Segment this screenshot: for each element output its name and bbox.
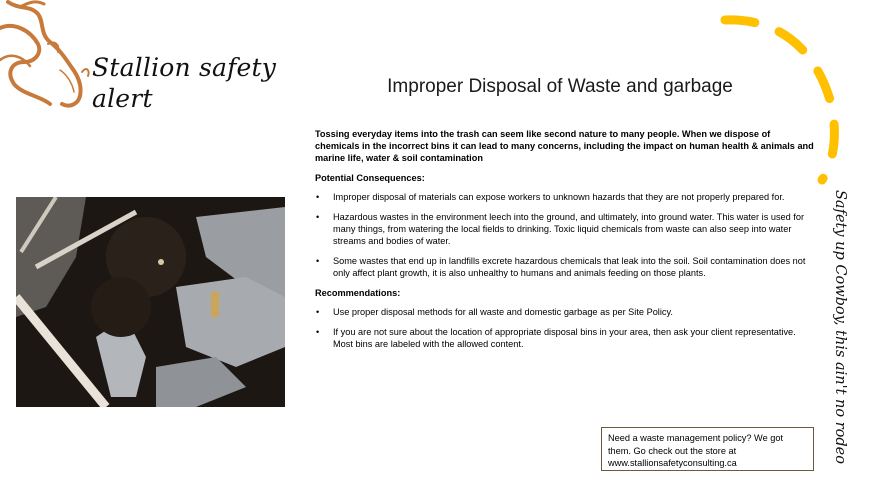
list-item [315, 211, 815, 247]
waste-photo-image [16, 197, 285, 407]
bullet-icon: • [316, 212, 320, 222]
recommendations-list [315, 306, 815, 350]
bullet-icon: • [316, 327, 320, 337]
list-item [315, 191, 815, 203]
list-item [315, 255, 815, 279]
consequences-heading: Potential Consequences: [315, 173, 425, 183]
list-item [315, 326, 815, 350]
list-item [315, 306, 815, 318]
promo-note-box [601, 427, 814, 471]
consequences-list [315, 191, 815, 279]
list-item-text: Hazardous wastes in the environment leech into the ground, and ultimately, into ground water. This water is used for many things, from watering the local fields to drinking. Toxic liquid chemicals from waste can also seep into water streams and bodies of water. [333, 212, 805, 246]
list-item-text: Improper disposal of materials can expose workers to unknown hazards that they are not properly prepared for. [333, 192, 785, 202]
vertical-tagline: Safety up Cowboy, this ain't no rodeo [832, 190, 848, 464]
bullet-icon: • [316, 256, 320, 266]
intro-paragraph: Tossing everyday items into the trash can seem like second nature to many people. When we dispose of chemicals in the incorrect bins it can lead to many concerns, including the impact on human health & animals and marine life, water & soil contamination [315, 129, 814, 163]
recommendations-heading: Recommendations: [315, 288, 401, 298]
note-line-1: Need a waste management policy? We got [608, 433, 784, 443]
list-item-text: Use proper disposal methods for all waste and domestic garbage as per Site Policy. [333, 307, 673, 317]
brand-line-1: Stallion safety [92, 53, 277, 82]
content-body [315, 128, 815, 358]
brand-title [92, 52, 276, 114]
brand-line-2: alert [92, 84, 153, 113]
horse-head-icon [0, 0, 100, 115]
waste-photo [16, 197, 285, 407]
bullet-icon: • [316, 307, 320, 317]
bullet-icon: • [316, 192, 320, 202]
note-line-2: them. Go check out the store at [608, 445, 737, 456]
list-item-text: If you are not sure about the location of appropriate disposal bins in your area, then ask your client representative. Most bins are labeled with the allowed content. [333, 327, 796, 349]
store-link[interactable]: www.stallionsafetyconsulting.ca [608, 458, 737, 468]
list-item-text: Some wastes that end up in landfills excrete hazardous chemicals that leak into the soil. Soil contamination does not only affect plant growth, it is also unhealthy to humans and animals feeding on those plants. [333, 256, 806, 278]
page-title: Improper Disposal of Waste and garbage [387, 76, 733, 97]
